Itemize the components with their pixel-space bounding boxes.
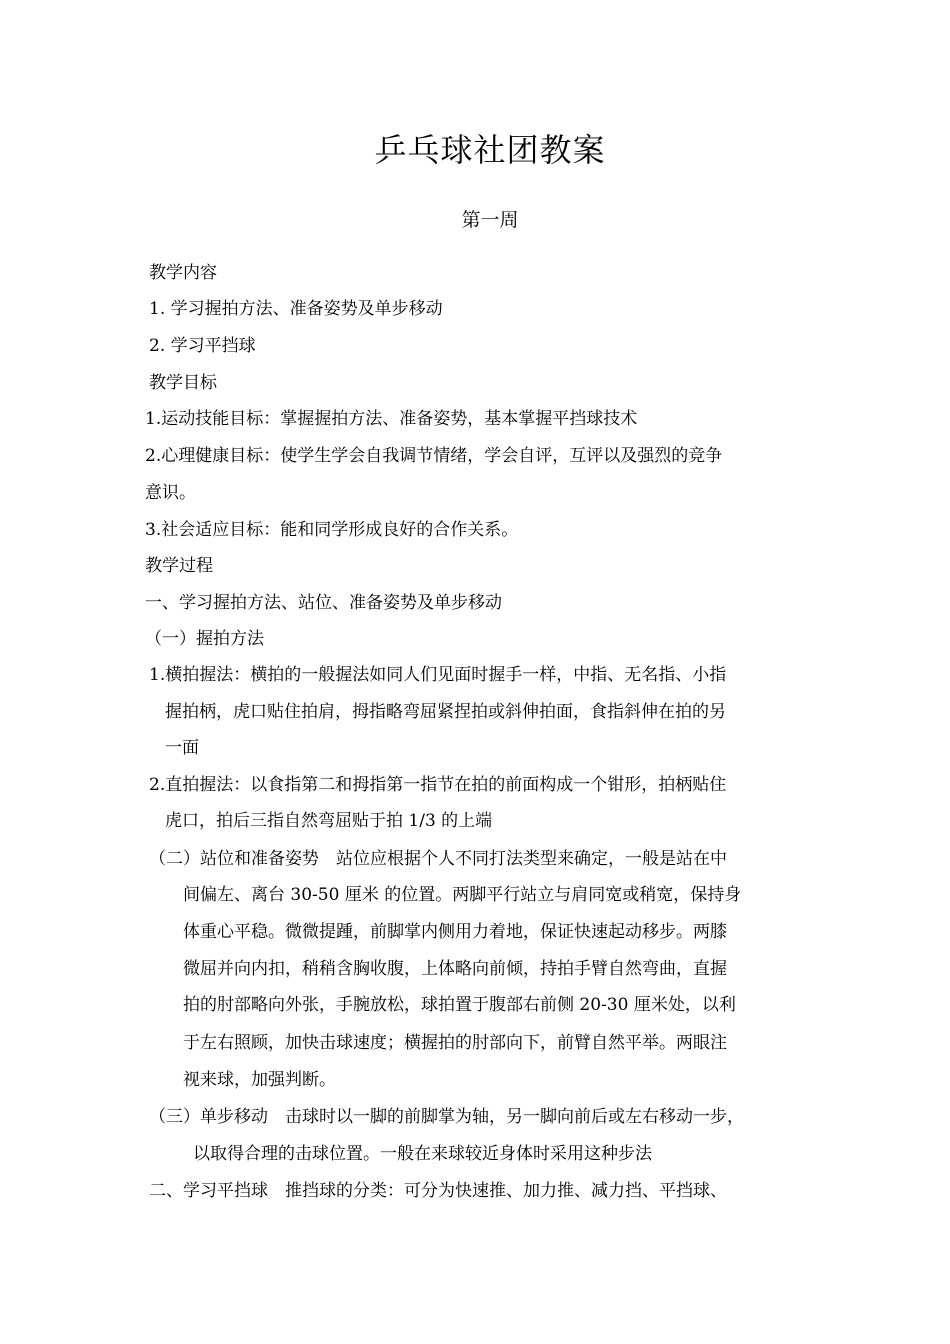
section-heading-process: 教学过程 xyxy=(145,556,213,576)
process-part-1: 一、学习握拍方法、站位、准备姿势及单步移动 xyxy=(145,593,502,613)
content-item-2: 2. 学习平挡球 xyxy=(149,336,256,356)
grip-vertical-cont: 虎口，拍后三指自然弯屈贴于拍 1/3 的上端 xyxy=(165,811,493,831)
grip-horizontal-cont-1: 握拍柄，虎口贴住拍肩，拇指略弯屈紧捏拍或斜伸拍面，食指斜伸在拍的另 xyxy=(165,702,726,722)
week-heading: 第一周 xyxy=(461,209,519,231)
stance-cont-4: 拍的肘部略向外张，手腕放松，球拍置于腹部右前侧 20-30 厘米处，以利 xyxy=(183,995,736,1015)
subsection-stance: （二）站位和准备姿势 站位应根据个人不同打法类型来确定，一般是站在中 xyxy=(149,849,727,869)
stance-cont-5: 于左右照顾，加快击球速度；横握拍的肘部向下，前臂自然平举。两眼注 xyxy=(183,1033,727,1053)
goal-item-2-cont: 意识。 xyxy=(145,483,196,503)
grip-horizontal: 1.横拍握法：横拍的一般握法如同人们见面时握手一样，中指、无名指、小指 xyxy=(149,665,727,685)
stance-cont-6: 视来球，加强判断。 xyxy=(183,1070,336,1090)
grip-vertical: 2.直拍握法：以食指第二和拇指第一指节在拍的前面构成一个钳形，拍柄贴住 xyxy=(149,775,727,795)
subsection-single-step: （三）单步移动 击球时以一脚的前脚掌为轴，另一脚向前后或左右移动一步， xyxy=(149,1107,744,1127)
stance-cont-1: 间偏左、离台 30-50 厘米 的位置。两脚平行站立与肩同宽或稍宽，保持身 xyxy=(183,885,742,905)
document-title: 乒乓球社团教案 xyxy=(374,131,606,169)
stance-cont-3: 微屈并向内扣，稍稍含胸收腹，上体略向前倾，持拍手臂自然弯曲，直握 xyxy=(183,959,727,979)
single-step-cont: 以取得合理的击球位置。一般在来球较近身体时采用这种步法 xyxy=(193,1144,652,1164)
stance-cont-2: 体重心平稳。微微提踵，前脚掌内侧用力着地，保证快速起动移步。两膝 xyxy=(183,922,727,942)
subsection-grip: （一）握拍方法 xyxy=(145,629,264,649)
content-item-1: 1. 学习握拍方法、准备姿势及单步移动 xyxy=(149,299,443,319)
section-heading-content: 教学内容 xyxy=(149,263,217,283)
goal-item-2: 2.心理健康目标：使学生学会自我调节情绪，学会自评，互评以及强烈的竞争 xyxy=(145,446,723,466)
goal-item-3: 3.社会适应目标：能和同学形成良好的合作关系。 xyxy=(145,520,519,540)
section-heading-goals: 教学目标 xyxy=(149,373,217,393)
process-part-2: 二、学习平挡球 推挡球的分类：可分为快速推、加力推、减力挡、平挡球、 xyxy=(149,1181,727,1201)
goal-item-1: 1.运动技能目标：掌握握拍方法、准备姿势，基本掌握平挡球技术 xyxy=(145,409,638,429)
grip-horizontal-cont-2: 一面 xyxy=(165,738,199,758)
